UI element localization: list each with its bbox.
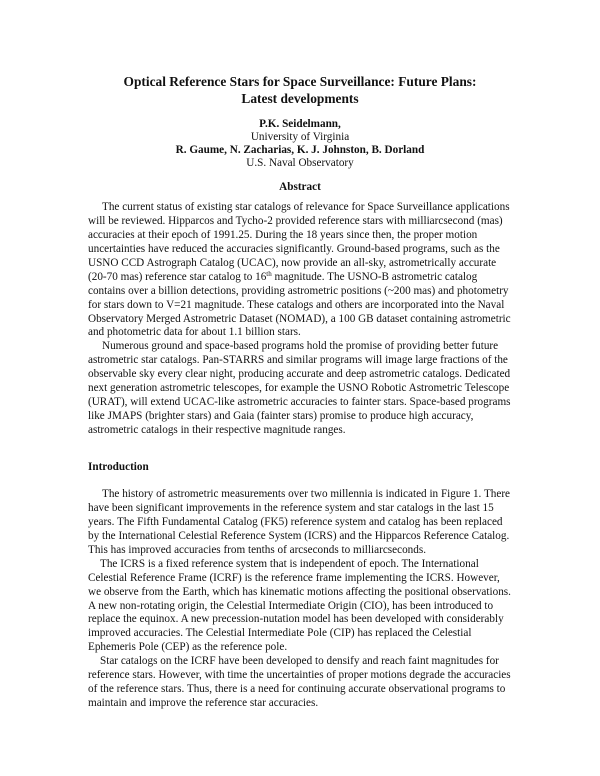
title-line: Latest developments [241,91,359,106]
text-line: Ephemeris Pole (CEP) as the reference pole. [88,641,288,654]
text-line: improved accuracies. The Celestial Intermediate Pole (CIP) has replaced the Celestial [88,627,472,640]
text-line: reference stars. However, with time the uncertainties of proper motions degrade the accuracies [88,669,511,682]
text-line: A new non-rotating origin, the Celestial Intermediate Origin (CIO), has been introduced to [88,599,494,612]
text-line: USNO CCD Astrograph Catalog (UCAC), now provide an all-sky, astrometrically accurate [88,256,497,269]
text-line: uncertainties have reduced the accuracies significantly. Ground-based programs, such as the [88,242,500,255]
paper-title [60,73,540,107]
text-segment: (20-70 mas) reference star catalog to 16 [88,270,267,283]
text-line: have been significant improvements in the reference system and star catalogs in the last 15 [88,501,494,514]
text-line: and photometric data for about 1.1 billion stars. [88,326,301,339]
text-line: will be reviewed. Hipparcos and Tycho-2 provided reference stars with milliarcsecond (mas) [88,214,503,227]
text-line: This has improved accuracies from tenths of arcseconds to milliarcseconds. [88,543,427,556]
text-line: astrometric star catalogs. Pan-STARRS and similar programs will image large fractions of the [88,354,508,367]
text-line: accuracies at their epoch of 1991.25. During the 18 years since then, the proper motion [88,228,478,241]
text-line: observable sky every clear night, producing accurate and deep astrometric catalogs. Dedicated [88,368,511,381]
text-line: of the reference stars. Thus, there is a need for continuing accurate observational programs to [88,683,506,696]
text-line: like JMAPS (brighter stars) and Gaia (fainter stars) promise to produce high accuracy, [88,410,474,423]
text-line: Celestial Reference Frame (ICRF) is the reference frame implementing the ICRS. However, [88,571,500,584]
author-affiliation: U.S. Naval Observatory [246,157,354,169]
text-line: Star catalogs on the ICRF have been developed to densify and reach faint magnitudes for [100,655,499,668]
text-line: years. The Fifth Fundamental Catalog (FK5) reference system and catalog has been replaced [88,515,503,528]
abstract-heading: Abstract [279,181,321,193]
author-affiliation: University of Virginia [250,131,350,143]
text-line: Numerous ground and space-based programs hold the promise of providing better future [102,340,499,353]
text-line [88,271,516,285]
author-name: R. Gaume, N. Zacharias, K. J. Johnston, B. Dorland [175,144,425,156]
abstract-body [88,201,516,438]
text-line: next generation astrometric telescopes, for example the USNO Robotic Astrometric Telescope [88,382,510,395]
text-line: (URAT), will extend UCAC-like astrometric accuracies to fainter stars. Space-based programs [88,396,511,409]
text-line: we observe from the Earth, which has kinematic motions affecting the positional observations. [88,585,511,598]
text-line: Observatory Merged Astrometric Dataset (NOMAD), a 100 GB dataset containing astrometric [88,312,511,325]
text-line: The current status of existing star catalogs of relevance for Space Surveillance applications [102,201,510,213]
introduction-heading: Introduction [88,461,149,473]
text-line: maintain and improve the reference star accuracies. [88,697,319,710]
text-line: for stars down to V=21 magnitude. These catalogs and others are incorporated into the Naval [88,298,505,311]
text-line: replace the equinox. A new precession-nutation model has been developed with considerably [88,613,504,626]
text-line: The ICRS is a fixed reference system that is independent of epoch. The International [100,557,479,570]
text-line: The history of astrometric measurements over two millennia is indicated in Figure 1. There [102,488,511,500]
title-line: Optical Reference Stars for Space Surveillance: Future Plans: [123,74,477,89]
text-line: contains over a billion detections, providing astrometric positions (~200 mas) and photometry [88,284,509,297]
superscript: th [266,269,272,278]
text-line: by the International Celestial Reference System (ICRS) and the Hipparcos Reference Catalog. [88,529,510,542]
introduction-body [88,488,516,711]
author-name: P.K. Seidelmann, [259,118,341,130]
text-segment: magnitude. The USNO-B astrometric catalog [271,270,478,283]
text-line: astrometric catalogs in their respective magnitude ranges. [88,424,346,436]
